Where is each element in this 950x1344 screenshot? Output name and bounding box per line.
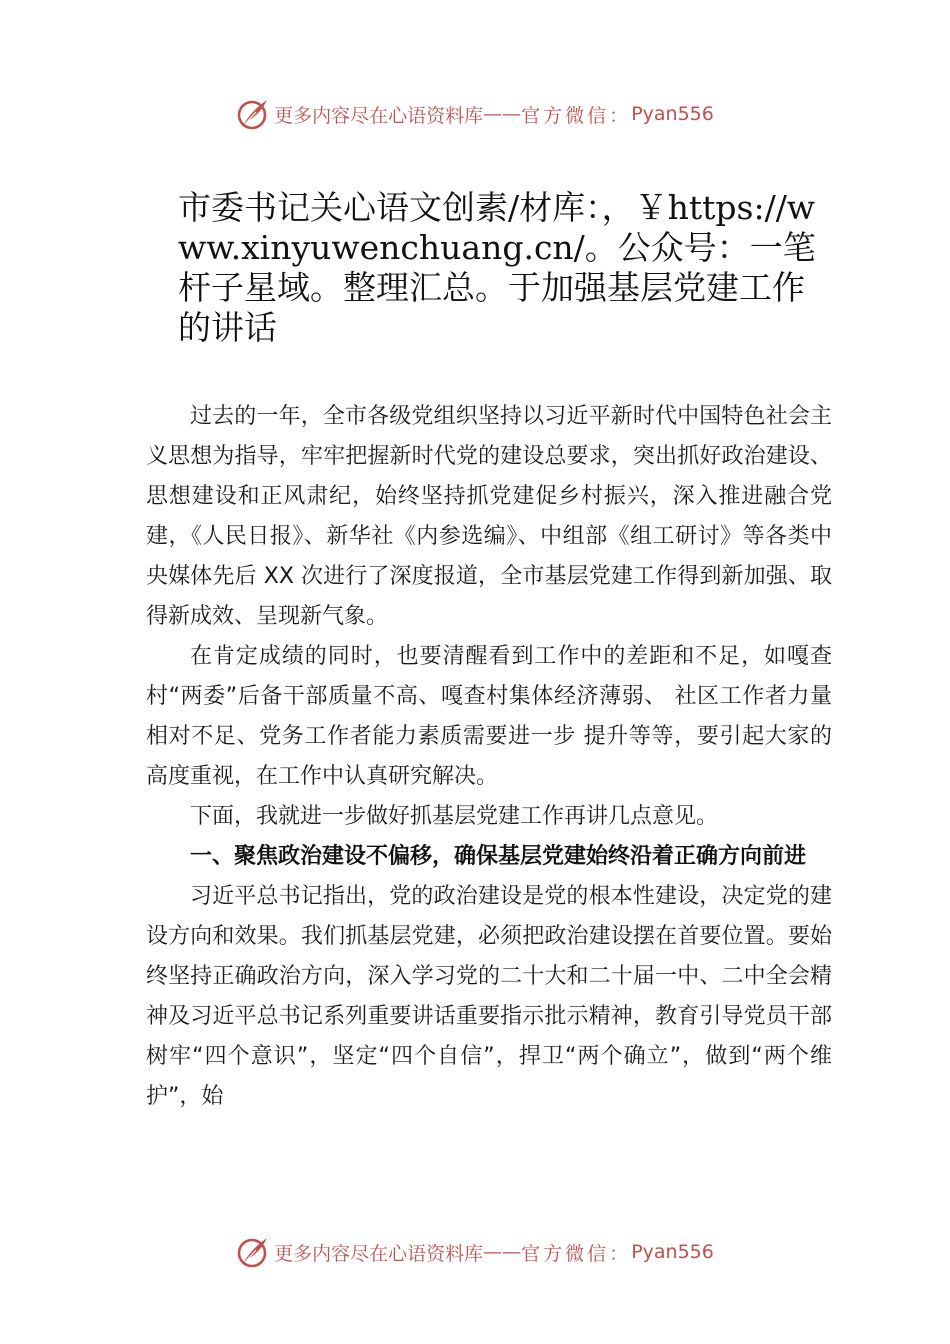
- banner-wechat-id: Pyan556: [631, 1241, 714, 1263]
- body-paragraph-3: 下面，我就进一步做好抓基层党建工作再讲几点意见。: [190, 804, 719, 829]
- body-paragraph-2: 在肯定成绩的同时，也要清醒看到工作中的差距和不足，如嘎查村“两委”后备干部质量不高、嘎查村集体经济薄弱、 社区工作者力量相对不足、党务工作者能力素质需要进一步 提升等等，要引起大家的高度重视，在工作中认真研究解决。: [146, 644, 832, 789]
- banner-separator: ——: [483, 103, 522, 125]
- header-watermark-banner: [0, 94, 950, 134]
- document-body: [146, 397, 832, 1117]
- quill-circle-logo-icon: [236, 1235, 270, 1269]
- banner-brand-text: 更多内容尽在心语资料库: [274, 104, 484, 127]
- banner-wechat-label: 官方微信：: [521, 1242, 632, 1265]
- section-heading-1: 一、聚焦政治建设不偏移，确保基层党建始终沿着正确方向前进: [190, 844, 807, 869]
- banner-wechat-id: Pyan556: [631, 103, 714, 125]
- banner-wechat-label: 官方微信：: [521, 104, 632, 127]
- banner-brand-text: 更多内容尽在心语资料库: [274, 1242, 484, 1265]
- document-title: 市委书记关心语文创素/材库：，￥https://www.xinyuwenchuang.cn/。公众号：一笔杆子星域。整理汇总。于加强基层党建工作的讲话: [178, 188, 816, 347]
- footer-watermark-banner: [0, 1232, 950, 1272]
- banner-separator: ——: [483, 1241, 522, 1263]
- body-paragraph-1: 过去的一年，全市各级党组织坚持以习近平新时代中国特色社会主义思想为指导，牢牢把握新时代党的建设总要求，突出抓好政治建设、思想建设和正风肃纪，始终坚持抓党建促乡村振兴，深入推进融合党建，《人民日报》、新华社《内参选编》、中组部《组工研讨》等各类中央媒体先后 XX 次进行了深度报道，全市基层党建工作得到新加强、取得新成效、呈现新气象。: [146, 404, 832, 629]
- body-paragraph-4: 习近平总书记指出，党的政治建设是党的根本性建设，决定党的建设方向和效果。我们抓基层党建，必须把政治建设摆在首要位置。要始终坚持正确政治方向，深入学习党的二十大和二十届一中、二中全会精神及习近平总书记系列重要讲话重要指示批示精神，教育引导党员干部树牢“四个意识”，坚定“四个自信”，捍卫“两个确立”，做到“两个维护”，始: [146, 884, 832, 1109]
- quill-circle-logo-icon: [236, 97, 270, 131]
